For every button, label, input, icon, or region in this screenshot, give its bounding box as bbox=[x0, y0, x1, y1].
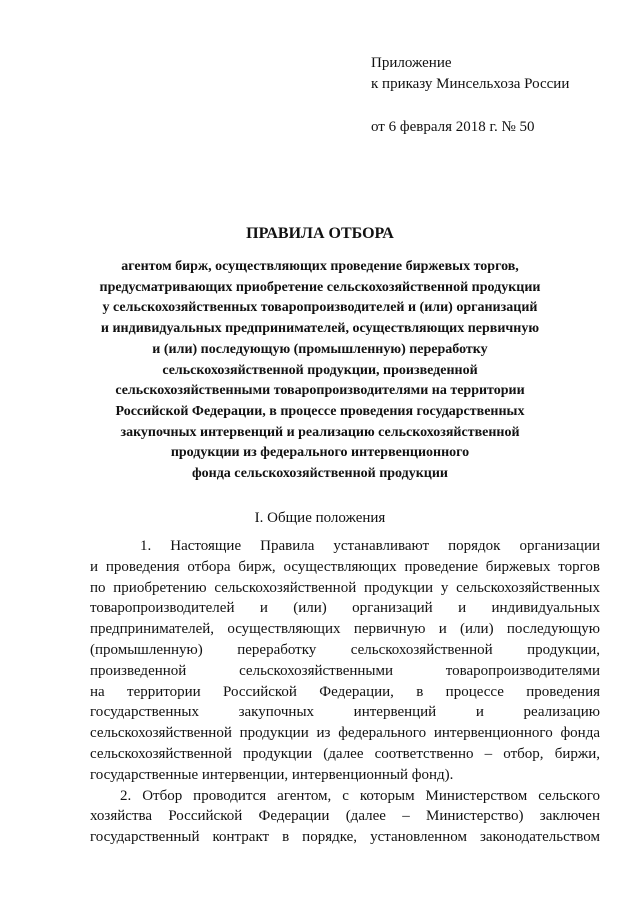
subtitle-line: у сельскохозяйственных товаропроизводителей и (или) организаций bbox=[102, 300, 538, 316]
paragraph-line: (промышленную) переработку сельскохозяйственной продукции, bbox=[90, 641, 600, 658]
paragraph-line: государственный контракт в порядке, установленном законодательством bbox=[90, 829, 600, 846]
subtitle-line: Российской Федерации, в процессе проведения государственных bbox=[115, 403, 525, 419]
paragraph-line: товаропроизводителей и (или) организаций и индивидуальных bbox=[90, 600, 600, 617]
paragraph-line: предпринимателей, осуществляющих первичную и (или) последующую bbox=[90, 621, 600, 638]
paragraph-1 bbox=[90, 536, 600, 786]
paragraph-line: и проведения отбора бирж, осуществляющих проведение биржевых торгов bbox=[90, 558, 600, 575]
section-heading: I. Общие положения bbox=[254, 510, 386, 526]
appendix-header bbox=[371, 53, 569, 138]
subtitle-line: и индивидуальных предпринимателей, осуществляющих первичную bbox=[100, 321, 540, 337]
subtitle-line: продукции из федерального интервенционного bbox=[170, 445, 470, 461]
document-subtitle bbox=[80, 257, 560, 485]
paragraph-2 bbox=[90, 786, 600, 848]
paragraph-line: государственные интервенции, интервенционный фонд). bbox=[90, 766, 454, 783]
paragraph-line: 1. Настоящие Правила устанавливают порядок организации bbox=[140, 538, 600, 554]
order-reference: к приказу Минсельхоза России bbox=[371, 76, 570, 92]
subtitle-line: закупочных интервенций и реализацию сельскохозяйственной bbox=[120, 424, 520, 440]
paragraph-line: хозяйства Российской Федерации (далее – Министерство) заключен bbox=[90, 808, 600, 825]
paragraph-line: государственных закупочных интервенций и реализацию bbox=[90, 704, 600, 721]
paragraph-line: сельскохозяйственной продукции из федерального интервенционного фонда bbox=[90, 725, 600, 742]
paragraph-line: 2. Отбор проводится агентом, с которым Министерством сельского bbox=[120, 787, 600, 804]
document-body bbox=[90, 536, 600, 848]
paragraph-line: произведенной сельскохозяйственными товаропроизводителями bbox=[90, 662, 600, 679]
title-block bbox=[80, 222, 560, 485]
order-date: от 6 февраля 2018 г. № 50 bbox=[371, 119, 535, 135]
subtitle-line: предусматривающих приобретение сельскохозяйственной продукции bbox=[99, 279, 541, 295]
subtitle-line: фонда сельскохозяйственной продукции bbox=[191, 466, 449, 482]
subtitle-line: сельскохозяйственной продукции, произведенной bbox=[162, 362, 478, 378]
paragraph-line: на территории Российской Федерации, в процессе проведения bbox=[90, 683, 600, 700]
paragraph-line: сельскохозяйственной продукции (далее соответственно – отбор, биржи, bbox=[90, 745, 600, 762]
subtitle-line: и (или) последующую (промышленную) переработку bbox=[152, 341, 488, 357]
subtitle-line: агентом бирж, осуществляющих проведение биржевых торгов, bbox=[121, 259, 519, 274]
appendix-label: Приложение bbox=[371, 55, 452, 71]
subtitle-line: сельскохозяйственными товаропроизводителями на территории bbox=[115, 383, 525, 399]
paragraph-line: по приобретению сельскохозяйственной продукции у сельскохозяйственных bbox=[90, 579, 600, 596]
document-title: ПРАВИЛА ОТБОРА bbox=[246, 225, 394, 242]
